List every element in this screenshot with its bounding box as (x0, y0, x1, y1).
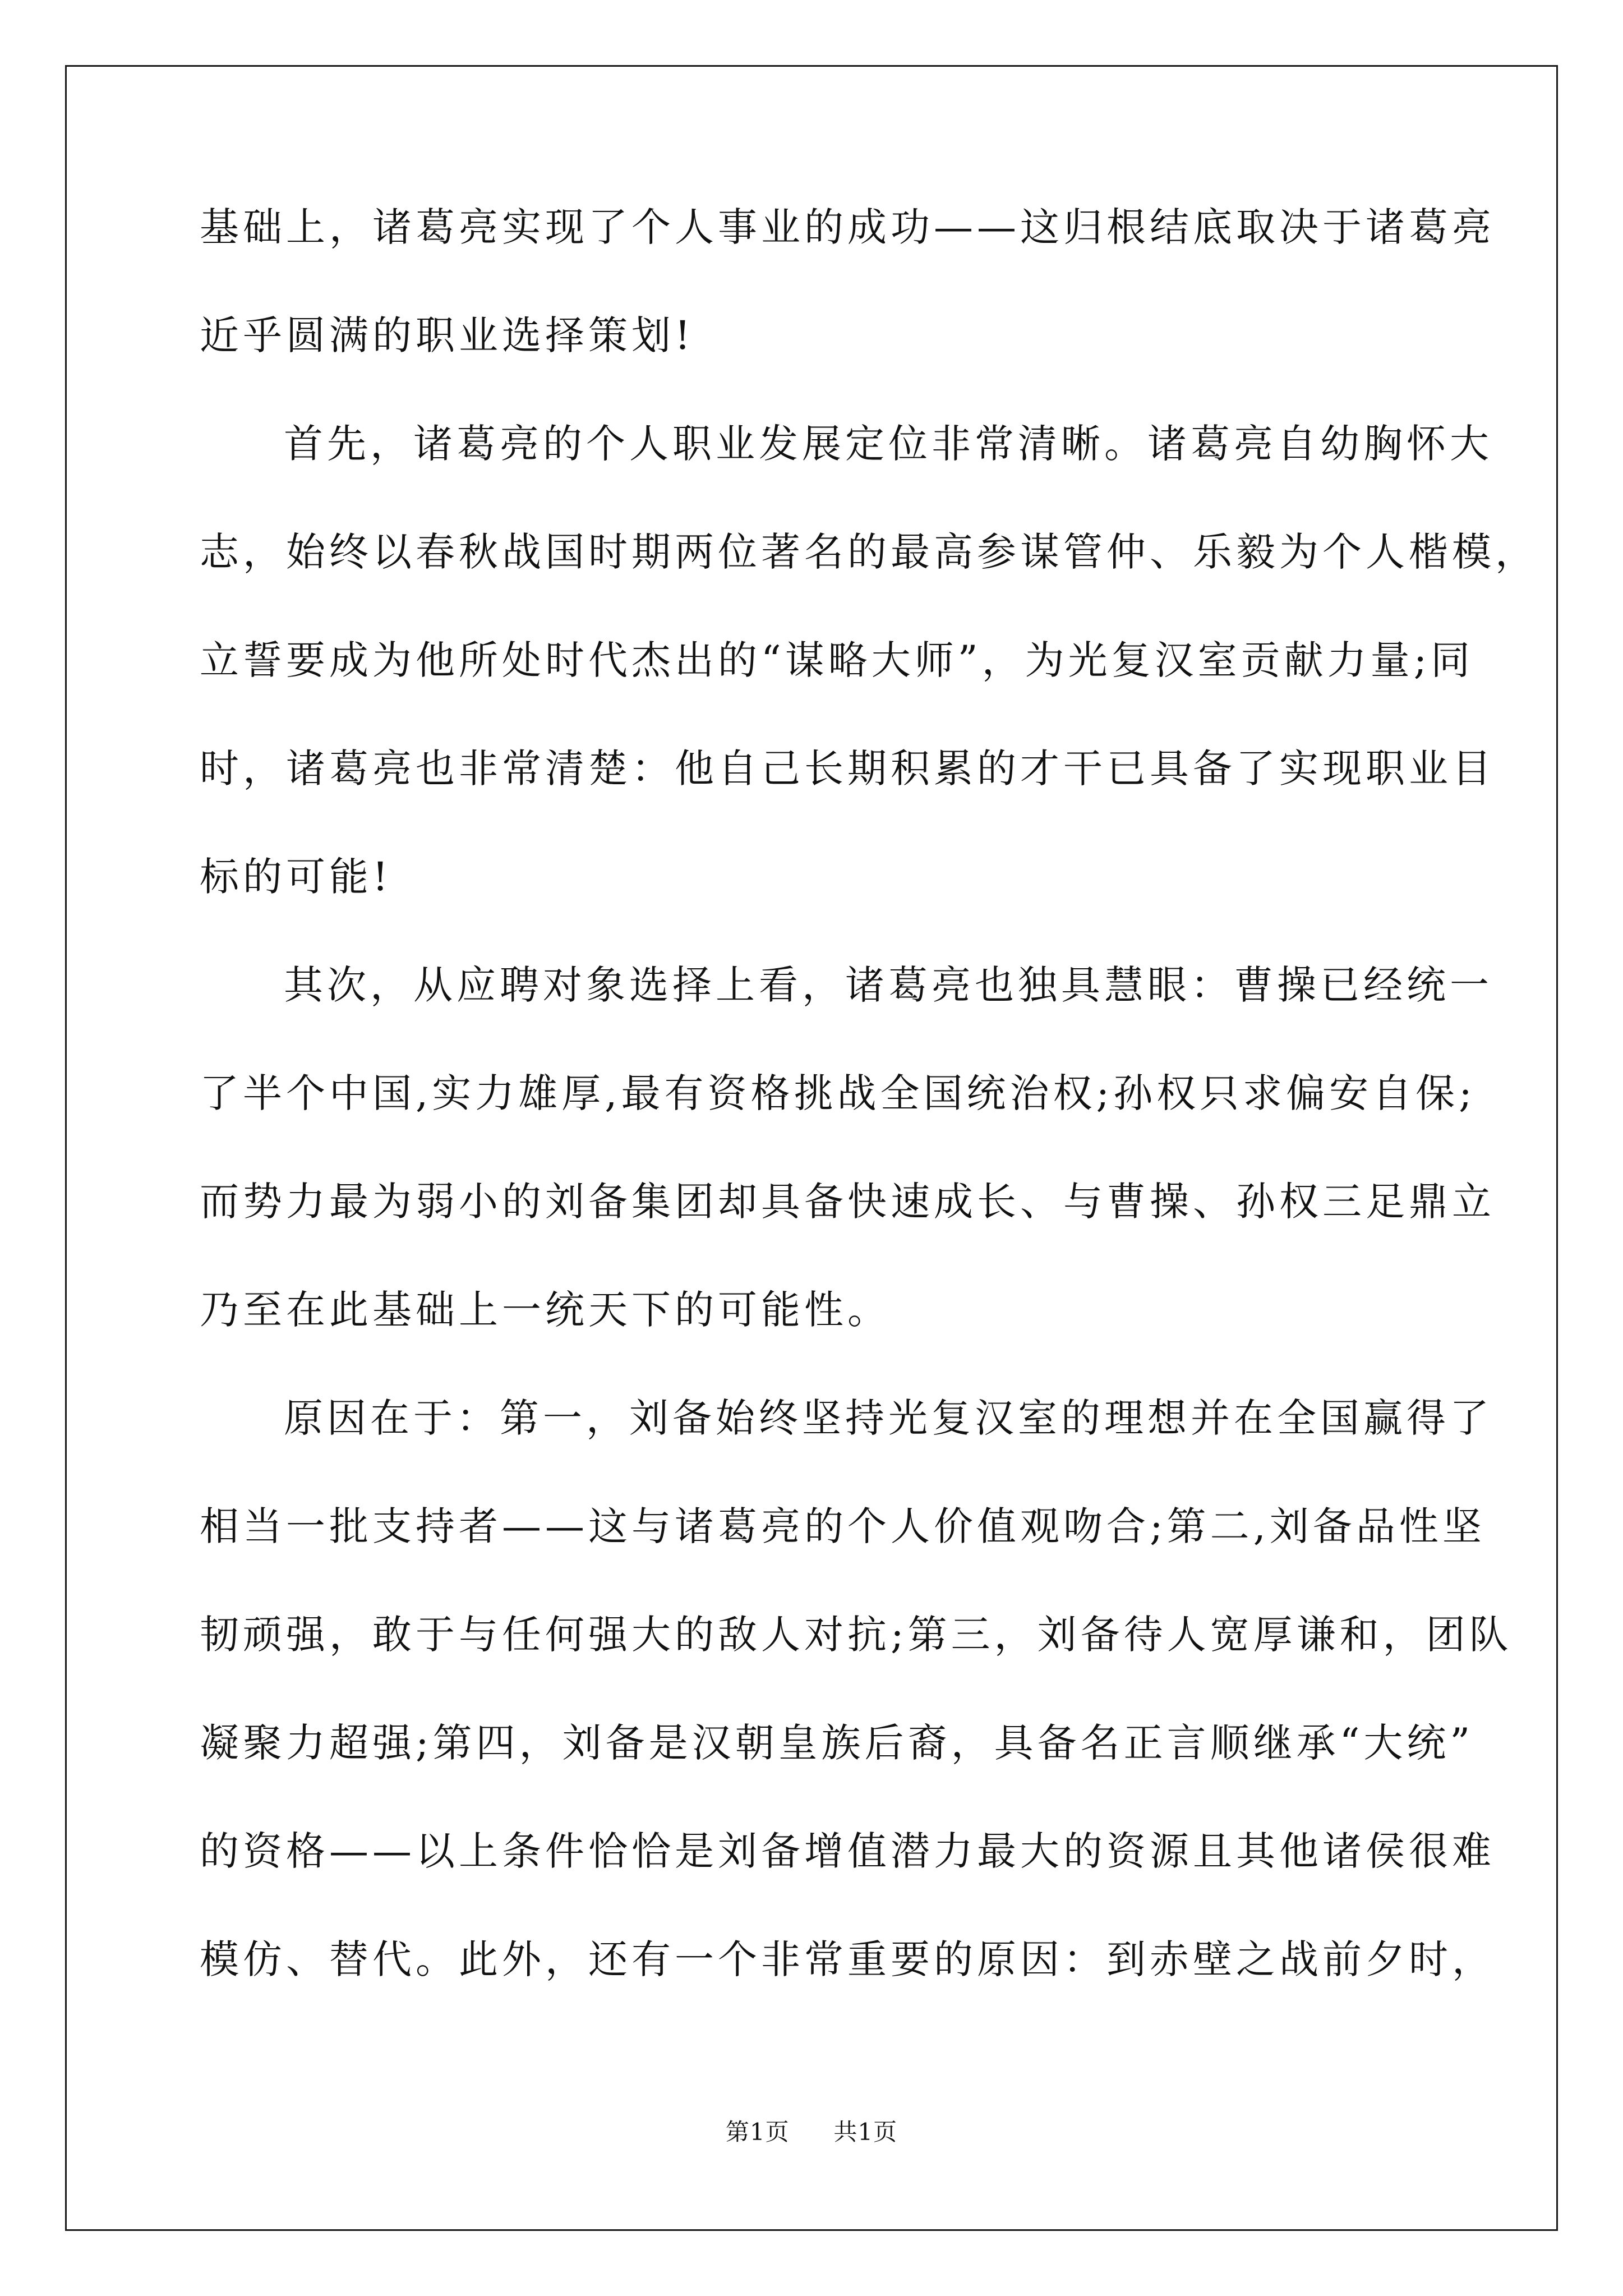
text-line: 凝聚力超强;第四，刘备是汉朝皇族后裔，具备名正言顺继承“大统” (200, 1720, 1474, 1766)
text-line: 首先，诸葛亮的个人职业发展定位非常清晰。诸葛亮自幼胸怀大 (284, 421, 1493, 467)
text-line: 模仿、替代。此外，还有一个非常重要的原因：到赤壁之战前夕时， (200, 1936, 1495, 1982)
text-line: 相当一批支持者——这与诸葛亮的个人价值观吻合;第二,刘备品性坚 (200, 1503, 1486, 1549)
text-line: 乃至在此基础上一统天下的可能性。 (200, 1287, 891, 1333)
text-line: 标的可能! (200, 854, 393, 900)
page-total: 共1页 (833, 2118, 898, 2146)
body-text (200, 204, 1538, 2048)
text-line: 基础上，诸葛亮实现了个人事业的成功——这归根结底取决于诸葛亮 (200, 204, 1495, 250)
text-line: 原因在于：第一，刘备始终坚持光复汉室的理想并在全国赢得了 (284, 1395, 1493, 1441)
page-number: 第1页 (725, 2118, 790, 2146)
text-line: 时，诸葛亮也非常清楚：他自己长期积累的才干已具备了实现职业目 (200, 746, 1495, 792)
text-line: 而势力最为弱小的刘备集团却具备快速成长、与曹操、孙权三足鼎立 (200, 1179, 1495, 1225)
text-line: 志，始终以春秋战国时期两位著名的最高参谋管仲、乐毅为个人楷模， (200, 529, 1538, 575)
text-line: 立誓要成为他所处时代杰出的“谋略大师”，为光复汉室贡献力量;同 (200, 637, 1474, 683)
text-line: 韧顽强，敢于与任何强大的敌人对抗;第三，刘备待人宽厚谦和，团队 (200, 1612, 1513, 1658)
text-line: 的资格——以上条件恰恰是刘备增值潜力最大的资源且其他诸侯很难 (200, 1828, 1495, 1874)
text-line: 近乎圆满的职业选择策划! (200, 312, 695, 358)
text-line: 其次，从应聘对象选择上看，诸葛亮也独具慧眼：曹操已经统一 (284, 962, 1493, 1008)
text-line: 了半个中国,实力雄厚,最有资格挑战全国统治权;孙权只求偏安自保; (200, 1070, 1476, 1116)
page-footer (0, 2120, 1623, 2144)
